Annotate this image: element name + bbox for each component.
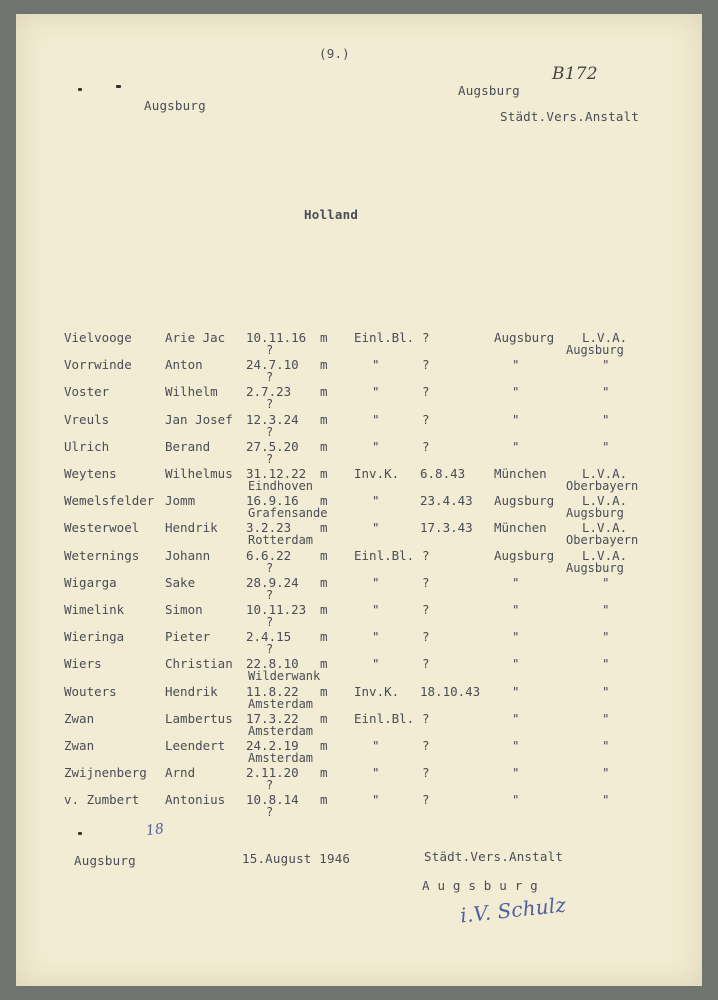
birth-date-cell: 28.9.24 — [246, 574, 299, 590]
birthplace-cell: ? — [266, 560, 274, 575]
document-type-cell: " — [372, 357, 380, 373]
given-name-cell: Wilhelmus — [165, 466, 233, 481]
sex-cell: m — [320, 629, 328, 645]
sex-cell: m — [320, 710, 328, 726]
birth-date-cell: 11.8.22 — [246, 683, 299, 699]
given-name-cell: Sake — [165, 574, 196, 590]
document-type-cell: " — [372, 738, 380, 753]
birthplace-cell: ? — [266, 587, 274, 602]
entry-date-cell: ? — [422, 438, 430, 454]
birth-date-cell: 16.9.16 — [246, 493, 299, 509]
footer-date: 15.August 1946 — [242, 851, 351, 866]
footer-city: Augsburg — [74, 853, 136, 868]
insurer-cell: " — [602, 602, 610, 617]
entry-date-cell: ? — [422, 330, 430, 345]
heading-country: Holland — [304, 207, 359, 222]
insurer-region-cell: Augsburg — [566, 506, 624, 521]
document-type-cell: Inv.K. — [354, 683, 400, 699]
table-row — [16, 656, 702, 682]
sex-cell: m — [320, 466, 328, 481]
ink-mark — [78, 832, 82, 835]
given-name-cell: Antonius — [165, 792, 226, 808]
insurer-cell: " — [602, 384, 610, 400]
document-type-cell: Einl.Bl. — [354, 547, 415, 563]
city-cell: Augsburg — [494, 493, 555, 509]
city-cell: Augsburg — [494, 330, 555, 345]
surname-cell: Wemelsfelder — [64, 493, 155, 509]
insurer-cell: L.V.A. — [582, 493, 628, 509]
birth-date-cell: 12.3.24 — [246, 411, 299, 427]
ink-mark — [78, 88, 82, 91]
birthplace-cell: ? — [266, 424, 274, 439]
given-name-cell: Johann — [165, 547, 211, 563]
birth-date-cell: 2.4.15 — [246, 629, 292, 645]
birthplace-cell: ? — [266, 343, 274, 357]
birth-date-cell: 3.2.23 — [246, 520, 292, 536]
stamp-number: B172 — [552, 64, 598, 84]
sex-cell: m — [320, 602, 328, 617]
document-type-cell: " — [372, 602, 380, 617]
city-cell: " — [512, 438, 520, 454]
table-row — [16, 765, 702, 791]
birth-date-cell: 31.12.22 — [246, 466, 307, 481]
insurer-cell: " — [602, 574, 610, 590]
table-row — [16, 602, 702, 628]
surname-cell: v. Zumbert — [64, 792, 140, 808]
birth-date-cell: 10.11.16 — [246, 330, 307, 345]
entry-date-cell: 23.4.43 — [420, 493, 473, 509]
table-row — [16, 357, 702, 383]
entry-date-cell: ? — [422, 384, 430, 400]
city-cell: " — [512, 629, 520, 645]
given-name-cell: Wilhelm — [165, 384, 218, 400]
city-cell: " — [512, 738, 520, 753]
city-cell: " — [512, 384, 520, 400]
surname-cell: Wieringa — [64, 629, 125, 645]
entry-date-cell: ? — [422, 411, 430, 427]
city-cell: " — [512, 765, 520, 781]
insurer-cell: " — [602, 629, 610, 645]
document-type-cell: " — [372, 765, 380, 781]
entry-date-cell: ? — [422, 765, 430, 781]
city-cell: München — [494, 520, 547, 536]
insurer-cell: " — [602, 656, 610, 672]
given-name-cell: Simon — [165, 602, 203, 617]
birthplace-cell: ? — [266, 805, 274, 820]
document-type-cell: " — [372, 792, 380, 808]
insurer-cell: " — [602, 438, 610, 454]
insurer-cell: " — [602, 683, 610, 699]
entry-date-cell: ? — [422, 602, 430, 617]
sex-cell: m — [320, 574, 328, 590]
document-type-cell: " — [372, 438, 380, 454]
insurer-cell: " — [602, 738, 610, 753]
insurer-region-cell: Oberbayern — [566, 479, 639, 493]
birthplace-cell: Amsterdam — [248, 751, 314, 765]
birthplace-cell: Amsterdam — [248, 696, 314, 711]
birthplace-cell: ? — [266, 370, 274, 385]
birth-date-cell: 10.8.14 — [246, 792, 299, 808]
given-name-cell: Jan Josef — [165, 411, 233, 427]
document-type-cell: " — [372, 656, 380, 672]
table-row — [16, 439, 702, 465]
table-row — [16, 330, 702, 356]
sex-cell: m — [320, 330, 328, 345]
birth-date-cell: 2.11.20 — [246, 765, 299, 781]
table-row — [16, 493, 702, 519]
sex-cell: m — [320, 765, 328, 781]
entry-date-cell: ? — [422, 629, 430, 645]
given-name-cell: Hendrik — [165, 683, 218, 699]
birthplace-cell: Amsterdam — [248, 723, 314, 738]
sex-cell: m — [320, 520, 328, 536]
document-type-cell: " — [372, 411, 380, 427]
table-row — [16, 548, 702, 574]
entry-date-cell: ? — [422, 710, 430, 726]
table-row — [16, 384, 702, 410]
surname-cell: Westerwoel — [64, 520, 140, 536]
table-row — [16, 466, 702, 492]
birthplace-cell: ? — [266, 778, 274, 793]
birthplace-cell: Rotterdam — [248, 533, 314, 548]
table-row — [16, 629, 702, 655]
city-cell: " — [512, 602, 520, 617]
city-cell: " — [512, 710, 520, 726]
header-city-right: Augsburg — [458, 83, 520, 98]
birth-date-cell: 22.8.10 — [246, 656, 299, 672]
entry-date-cell: ? — [422, 656, 430, 672]
sex-cell: m — [320, 493, 328, 509]
sex-cell: m — [320, 411, 328, 427]
sex-cell: m — [320, 656, 328, 672]
footer-institution: Städt.Vers.Anstalt — [424, 849, 564, 864]
surname-cell: Wiers — [64, 656, 102, 672]
table-row — [16, 684, 702, 710]
city-cell: " — [512, 656, 520, 672]
ink-mark — [116, 85, 121, 88]
insurer-cell: L.V.A. — [582, 330, 628, 345]
sex-cell: m — [320, 547, 328, 563]
sex-cell: m — [320, 792, 328, 808]
handwritten-count: 18 — [144, 820, 166, 840]
city-cell: " — [512, 574, 520, 590]
sex-cell: m — [320, 357, 328, 373]
birthplace-cell: Wilderwank — [248, 669, 321, 684]
page-number: (9.) — [319, 46, 350, 61]
sex-cell: m — [320, 738, 328, 753]
city-cell: " — [512, 357, 520, 373]
birthplace-cell: ? — [266, 615, 274, 629]
entry-date-cell: 6.8.43 — [420, 466, 466, 481]
document-type-cell: Einl.Bl. — [354, 710, 415, 726]
surname-cell: Weternings — [64, 547, 140, 563]
table-row — [16, 412, 702, 438]
birth-date-cell: 24.7.10 — [246, 357, 299, 373]
entry-date-cell: ? — [422, 357, 430, 373]
surname-cell: Wigarga — [64, 574, 117, 590]
insurer-cell: " — [602, 411, 610, 427]
birth-date-cell: 17.3.22 — [246, 710, 299, 726]
birth-date-cell: 24.2.19 — [246, 738, 299, 753]
surname-cell: Vorrwinde — [64, 357, 132, 373]
given-name-cell: Lambertus — [165, 710, 233, 726]
birthplace-cell: ? — [266, 451, 274, 466]
given-name-cell: Berand — [165, 438, 211, 454]
document-type-cell: " — [372, 520, 380, 536]
insurer-cell: " — [602, 792, 610, 808]
entry-date-cell: ? — [422, 574, 430, 590]
given-name-cell: Arie Jac — [165, 330, 226, 345]
surname-cell: Zwijnenberg — [64, 765, 147, 781]
surname-cell: Voster — [64, 384, 110, 400]
given-name-cell: Hendrik — [165, 520, 218, 536]
surname-cell: Wimelink — [64, 602, 125, 617]
city-cell: " — [512, 683, 520, 699]
footer-city-spaced: A u g s b u r g — [422, 878, 538, 893]
birth-date-cell: 6.6.22 — [246, 547, 292, 563]
insurer-cell: " — [602, 765, 610, 781]
birthplace-cell: ? — [266, 642, 274, 657]
table-row — [16, 520, 702, 546]
given-name-cell: Christian — [165, 656, 233, 672]
entry-date-cell: ? — [422, 547, 430, 563]
sex-cell: m — [320, 384, 328, 400]
entry-date-cell: 18.10.43 — [420, 683, 481, 699]
surname-cell: Wouters — [64, 683, 117, 699]
header-institution: Städt.Vers.Anstalt — [500, 109, 640, 124]
city-cell: München — [494, 466, 547, 481]
surname-cell: Zwan — [64, 710, 95, 726]
birth-date-cell: 10.11.23 — [246, 602, 307, 617]
given-name-cell: Jomm — [165, 493, 196, 509]
entry-date-cell: ? — [422, 792, 430, 808]
surname-cell: Vreuls — [64, 411, 110, 427]
insurer-region-cell: Augsburg — [566, 343, 624, 357]
document-type-cell: " — [372, 574, 380, 590]
insurer-cell: L.V.A. — [582, 547, 628, 563]
insurer-cell: " — [602, 710, 610, 726]
insurer-cell: " — [602, 357, 610, 373]
surname-cell: Ulrich — [64, 438, 110, 454]
insurer-region-cell: Augsburg — [566, 560, 624, 575]
signature: i.V. Schulz — [459, 892, 568, 928]
document-type-cell: " — [372, 493, 380, 509]
surname-cell: Vielvooge — [64, 330, 132, 345]
table-row — [16, 575, 702, 601]
city-cell: " — [512, 411, 520, 427]
document-type-cell: " — [372, 384, 380, 400]
header-city-left: Augsburg — [144, 98, 206, 113]
sex-cell: m — [320, 683, 328, 699]
table-row — [16, 792, 702, 818]
birthplace-cell: ? — [266, 397, 274, 412]
city-cell: Augsburg — [494, 547, 555, 563]
table-row — [16, 738, 702, 764]
document-type-cell: " — [372, 629, 380, 645]
given-name-cell: Leendert — [165, 738, 226, 753]
document-page — [16, 14, 702, 986]
birth-date-cell: 2.7.23 — [246, 384, 292, 400]
given-name-cell: Arnd — [165, 765, 196, 781]
given-name-cell: Pieter — [165, 629, 211, 645]
sex-cell: m — [320, 438, 328, 454]
insurer-region-cell: Oberbayern — [566, 533, 639, 548]
document-type-cell: Einl.Bl. — [354, 330, 415, 345]
city-cell: " — [512, 792, 520, 808]
entry-date-cell: 17.3.43 — [420, 520, 473, 536]
birthplace-cell: Eindhoven — [248, 479, 314, 493]
surname-cell: Zwan — [64, 738, 95, 753]
document-type-cell: Inv.K. — [354, 466, 400, 481]
entry-date-cell: ? — [422, 738, 430, 753]
table-row — [16, 711, 702, 737]
birth-date-cell: 27.5.20 — [246, 438, 299, 454]
insurer-cell: L.V.A. — [582, 520, 628, 536]
birthplace-cell: Grafensande — [248, 506, 328, 521]
insurer-cell: L.V.A. — [582, 466, 628, 481]
given-name-cell: Anton — [165, 357, 203, 373]
surname-cell: Weytens — [64, 466, 117, 481]
